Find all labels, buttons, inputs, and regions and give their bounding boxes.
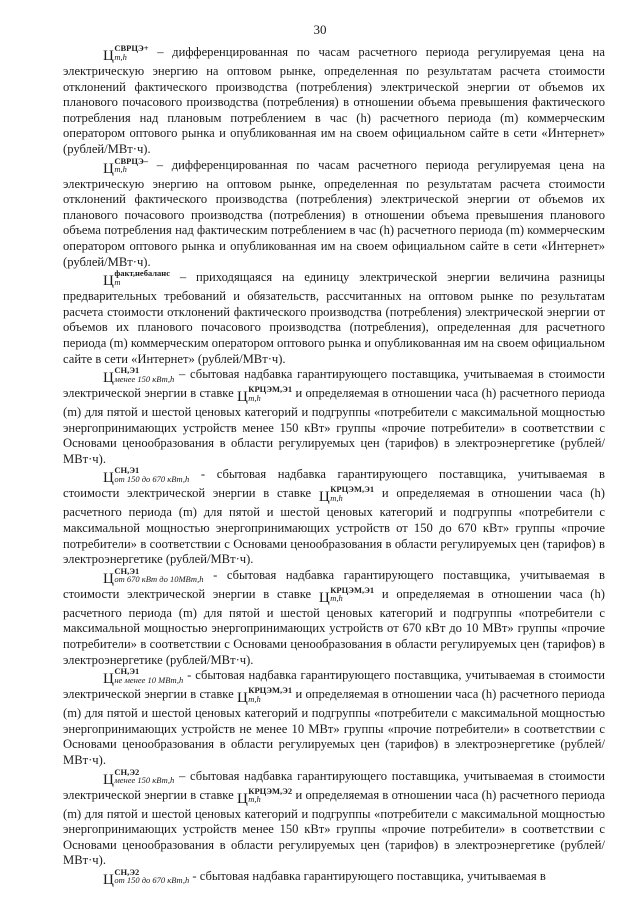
symbol-superscript: СВРЦЭ– xyxy=(114,155,148,166)
symbol-base: Ц xyxy=(103,273,114,290)
symbol-indices xyxy=(114,866,190,886)
definition-paragraph xyxy=(63,45,605,158)
formula-symbol xyxy=(103,666,184,688)
symbol-superscript: СН,Э2 xyxy=(114,866,140,877)
symbol-subscript: не менее 10 МВт,h xyxy=(114,674,184,685)
definition-paragraph xyxy=(63,367,605,467)
symbol-base: Ц xyxy=(318,589,330,606)
formula-symbol xyxy=(103,565,204,587)
symbol-indices xyxy=(114,155,148,175)
symbol-base: Ц xyxy=(103,470,114,487)
definition-text: – дифференцированная по часам расчетного периода регулируемая цена на электрическую энергию на оптовом рынке, определенная по результатам расчета стоимости отклонений фактического производства (потребления) электрической энергии от объемов их планового почасового производства (потребления) в отношении объема превышения фактического потребления над плановым потреблением в час (h) расчетного периода (m) коммерческим оператором оптового рынка и опубликованная им на своем официальном сайте в сети «Интернет» (рублей/МВт·ч). xyxy=(63,45,605,156)
symbol-base: Ц xyxy=(103,370,114,387)
definition-text: - сбытовая надбавка гарантирующего поставщика, учитываемая в xyxy=(189,868,546,883)
definition-text: - сбытовая надбавка гарантирующего поставщика, учитываемая в стоимости электрической энергии в ставке xyxy=(63,668,605,702)
symbol-subscript: от 150 до 670 кВт,h xyxy=(114,473,190,484)
formula-symbol xyxy=(103,268,170,290)
formula-symbol xyxy=(103,43,149,64)
formula-symbol xyxy=(318,484,375,506)
definition-text: – сбытовая надбавка гарантирующего поставщика, учитываемая в стоимости электрической энергии в ставке xyxy=(63,367,605,401)
formula-symbol xyxy=(236,384,293,406)
definition-text: – дифференцированная по часам расчетного периода регулируемая цена на электрическую энергию на оптовом рынке, определенная по результатам расчета стоимости отклонений фактического производства (потребления) электрической энергии от объемов их планового почасового производства (потребления) в отношении объема превышения планового объема потребления над фактическим потреблением в час (h) расчетного периода (m) коммерческим оператором оптового рынка и опубликованная им на своем официальном сайте в сети «Интернет» (рублей/МВт·ч). xyxy=(63,157,605,269)
symbol-superscript: КРЦЭМ,Э1 xyxy=(248,685,293,696)
definition-paragraph xyxy=(63,270,605,367)
symbol-subscript: m,h xyxy=(114,164,127,175)
symbol-indices xyxy=(330,584,375,604)
symbol-subscript: m,h xyxy=(248,693,261,704)
formula-symbol xyxy=(103,766,175,788)
symbol-base: Ц xyxy=(103,871,114,888)
definition-paragraph xyxy=(63,668,605,768)
symbol-subscript: m xyxy=(114,276,121,287)
page-number: 30 xyxy=(313,22,327,37)
symbol-base: Ц xyxy=(318,489,330,506)
symbol-subscript: менее 150 кВт,h xyxy=(114,775,175,786)
symbol-superscript: факт,небаланс xyxy=(114,268,170,279)
definition-text-continued: и определяемая в отношении часа (h) расчетного периода (m) для пятой и шестой ценовых категорий и подгруппы «потребители с максимальной мощностью энергопринимающих устройств менее 150 кВт» группы «прочие потребители» в соответствии с Основами ценообразования в области регулируемых цен (тарифов) в электроэнергетике (рублей/МВт·ч). xyxy=(63,386,605,466)
symbol-base: Ц xyxy=(103,570,114,587)
definition-text-continued: и определяемая в отношении часа (h) расчетного периода (m) для пятой и шестой ценовых категорий и подгруппы «потребители с максимальной мощностью энергопринимающих устройств от 670 кВт до 10 МВт» группы «прочие потребители» в соответствии с Основами ценообразования в области регулируемых цен (тарифов) в электроэнергетике (рублей/МВт·ч). xyxy=(63,586,605,667)
symbol-base: Ц xyxy=(236,690,248,707)
formula-symbol xyxy=(236,685,293,707)
definition-paragraph xyxy=(63,766,605,869)
symbol-indices xyxy=(114,565,204,585)
definition-paragraph xyxy=(63,155,605,271)
definition-paragraph xyxy=(63,565,605,668)
symbol-superscript: СН,Э2 xyxy=(114,766,140,777)
symbol-indices xyxy=(248,785,293,805)
definition-text: – сбытовая надбавка гарантирующего поставщика, учитываемая в стоимости электрической энергии в ставке xyxy=(63,768,605,802)
symbol-indices xyxy=(114,43,149,62)
symbol-superscript: СН,Э1 xyxy=(114,666,140,677)
symbol-subscript: от 150 до 670 кВт,h xyxy=(114,875,190,886)
symbol-superscript: КРЦЭМ,Э1 xyxy=(330,484,375,495)
symbol-subscript: m,h xyxy=(330,593,343,604)
symbol-subscript: m,h xyxy=(248,392,261,403)
symbol-indices xyxy=(114,666,184,685)
definition-text: - сбытовая надбавка гарантирующего поставщика, учитываемая в стоимости электрической энергии в ставке xyxy=(63,467,605,501)
symbol-superscript: КРЦЭМ,Э1 xyxy=(248,384,293,395)
definition-text-continued: и определяемая в отношении часа (h) расчетного периода (m) для пятой и шестой ценовых категорий и подгруппы «потребители с максимальной мощностью энергопринимающих устройств от 150 до 670 кВт» группы «прочие потребители» в соответствии с Основами ценообразования в области регулируемых цен (тарифов) в электроэнергетике (рублей/МВт·ч). xyxy=(63,486,605,567)
definition-paragraph xyxy=(63,866,605,888)
symbol-base: Ц xyxy=(103,671,114,688)
symbol-base: Ц xyxy=(236,389,248,406)
symbol-subscript: m,h xyxy=(330,492,343,503)
symbol-superscript: СН,Э1 xyxy=(114,465,140,476)
formula-symbol xyxy=(318,584,375,606)
symbol-subscript: m,h xyxy=(248,794,261,805)
symbol-superscript: КРЦЭМ,Э2 xyxy=(248,785,293,796)
definition-text-continued: и определяемая в отношении часа (h) расчетного периода (m) для пятой и шестой ценовых категорий и подгруппы «потребители с максимальной мощностью энергопринимающих устройств не менее 10 МВт» группы «прочие потребители» в соответствии с Основами ценообразования в области регулируемых цен (тарифов) в электроэнергетике (рублей/МВт·ч). xyxy=(63,687,605,767)
symbol-indices xyxy=(248,685,293,704)
symbol-indices xyxy=(114,766,175,786)
formula-symbol xyxy=(103,465,190,487)
symbol-superscript: СН,Э1 xyxy=(114,365,140,376)
symbol-indices xyxy=(114,465,190,484)
formula-symbol xyxy=(103,866,190,888)
symbol-base: Ц xyxy=(103,160,114,177)
formula-symbol xyxy=(236,785,293,807)
definition-text: - сбытовая надбавка гарантирующего поставщика, учитываемая в стоимости электрической энергии в ставке xyxy=(63,567,605,601)
definition-paragraph xyxy=(63,467,605,567)
symbol-superscript: СВРЦЭ+ xyxy=(114,43,149,53)
formula-symbol xyxy=(103,365,175,387)
document-body xyxy=(63,45,605,888)
symbol-subscript: m,h xyxy=(114,51,127,62)
definition-text-continued: и определяемая в отношении часа (h) расчетного периода (m) для пятой и шестой ценовых категорий и подгруппы «потребители с максимальной мощностью энергопринимающих устройств менее 150 кВт» группы «прочие потребители» в соответствии с Основами ценообразования в области регулируемых цен (тарифов) в электроэнергетике (рублей/МВт·ч). xyxy=(63,787,605,868)
symbol-superscript: СН,Э1 xyxy=(114,565,140,576)
symbol-indices xyxy=(330,484,375,503)
symbol-indices xyxy=(114,365,175,384)
symbol-indices xyxy=(114,268,170,287)
formula-symbol xyxy=(103,155,148,177)
symbol-subscript: менее 150 кВт,h xyxy=(114,373,175,384)
definition-text: – приходящаяся на единицу электрической энергии величина разницы предварительных требований и обязательств, рассчитанных на оптовом рынке по результатам расчета стоимости отклонений фактического производства (потребления) электрической энергии от объемов их планового почасового производства (потребления), определенная для расчетного периода (m) коммерческим оператором оптового рынка и опубликованная им на своем официальном сайте в сети «Интернет» (рублей/МВт·ч). xyxy=(63,270,605,366)
symbol-base: Ц xyxy=(103,48,114,64)
symbol-superscript: КРЦЭМ,Э1 xyxy=(330,584,375,595)
symbol-indices xyxy=(248,384,293,403)
symbol-base: Ц xyxy=(236,790,248,807)
symbol-base: Ц xyxy=(103,771,114,788)
symbol-subscript: от 670 кВт до 10МВт,h xyxy=(114,574,204,585)
